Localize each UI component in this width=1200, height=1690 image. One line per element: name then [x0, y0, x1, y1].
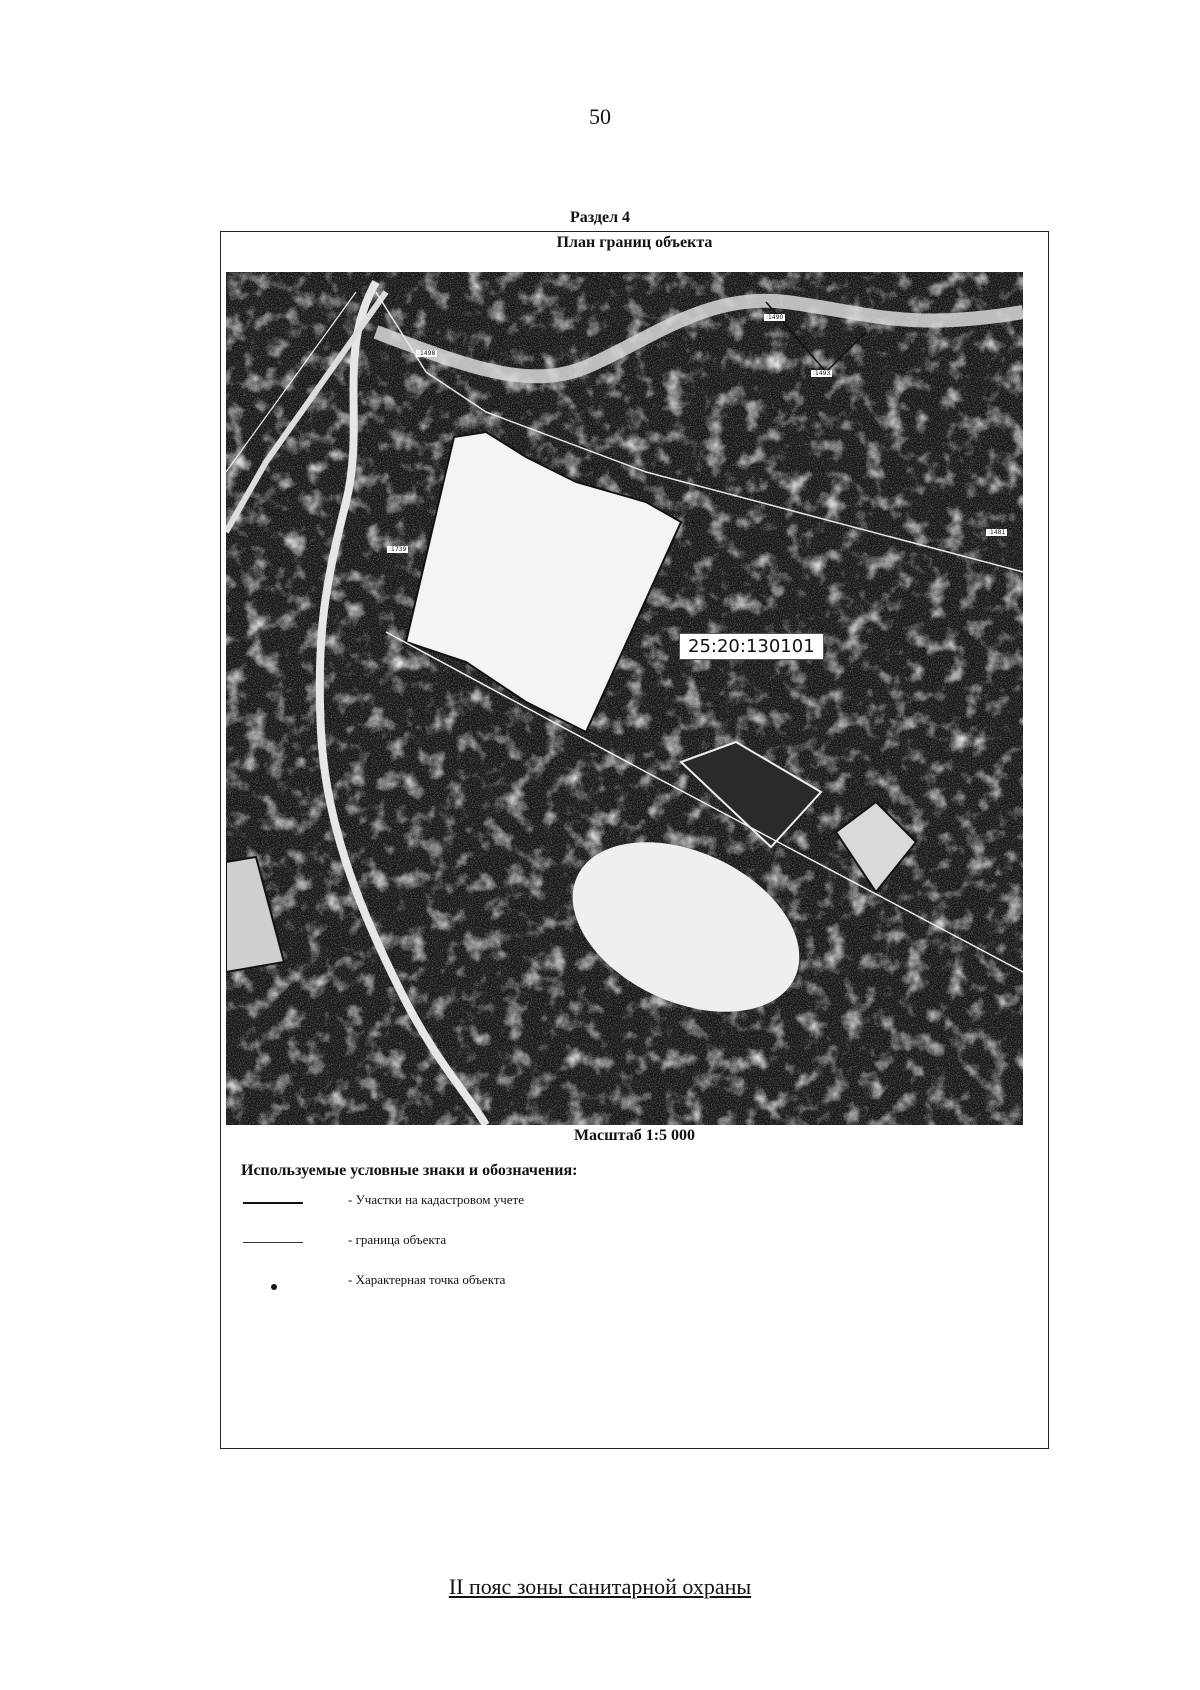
- map-scale: Масштаб 1:5 000: [573, 1127, 696, 1144]
- dot-symbol: [271, 1284, 277, 1290]
- plan-title: План границ объекта: [556, 234, 713, 251]
- cadastral-number-label: 25:20:130101: [679, 633, 824, 660]
- legend-title: Используемые условные знаки и обозначения:: [241, 1162, 578, 1179]
- parcel-tag: :1498: [418, 350, 436, 357]
- plan-frame: [220, 231, 1049, 1449]
- legend-item-text: - Характерная точка объекта: [348, 1272, 506, 1287]
- thick-line-symbol: [243, 1202, 303, 1204]
- legend-item-cadastral-parcels: [243, 1192, 743, 1214]
- page-number: 50: [589, 104, 611, 129]
- thin-line-symbol: [243, 1242, 303, 1243]
- parcel-tag: :1481: [988, 529, 1006, 536]
- section-label: Раздел 4: [569, 209, 631, 226]
- parcel-tag: :1739: [389, 546, 407, 553]
- legend-item-text: - граница объекта: [348, 1232, 447, 1247]
- map-imagery: [226, 272, 1023, 1125]
- legend-item-characteristic-point: [243, 1272, 743, 1294]
- footer-caption: II пояс зоны санитарной охраны: [448, 1574, 752, 1599]
- legend-item-object-boundary: [243, 1232, 743, 1254]
- parcel-tag: :1493: [813, 370, 831, 377]
- legend-item-text: - Участки на кадастровом учете: [348, 1192, 524, 1207]
- parcel-tag: :1490: [766, 314, 784, 321]
- aerial-map: [226, 272, 1023, 1125]
